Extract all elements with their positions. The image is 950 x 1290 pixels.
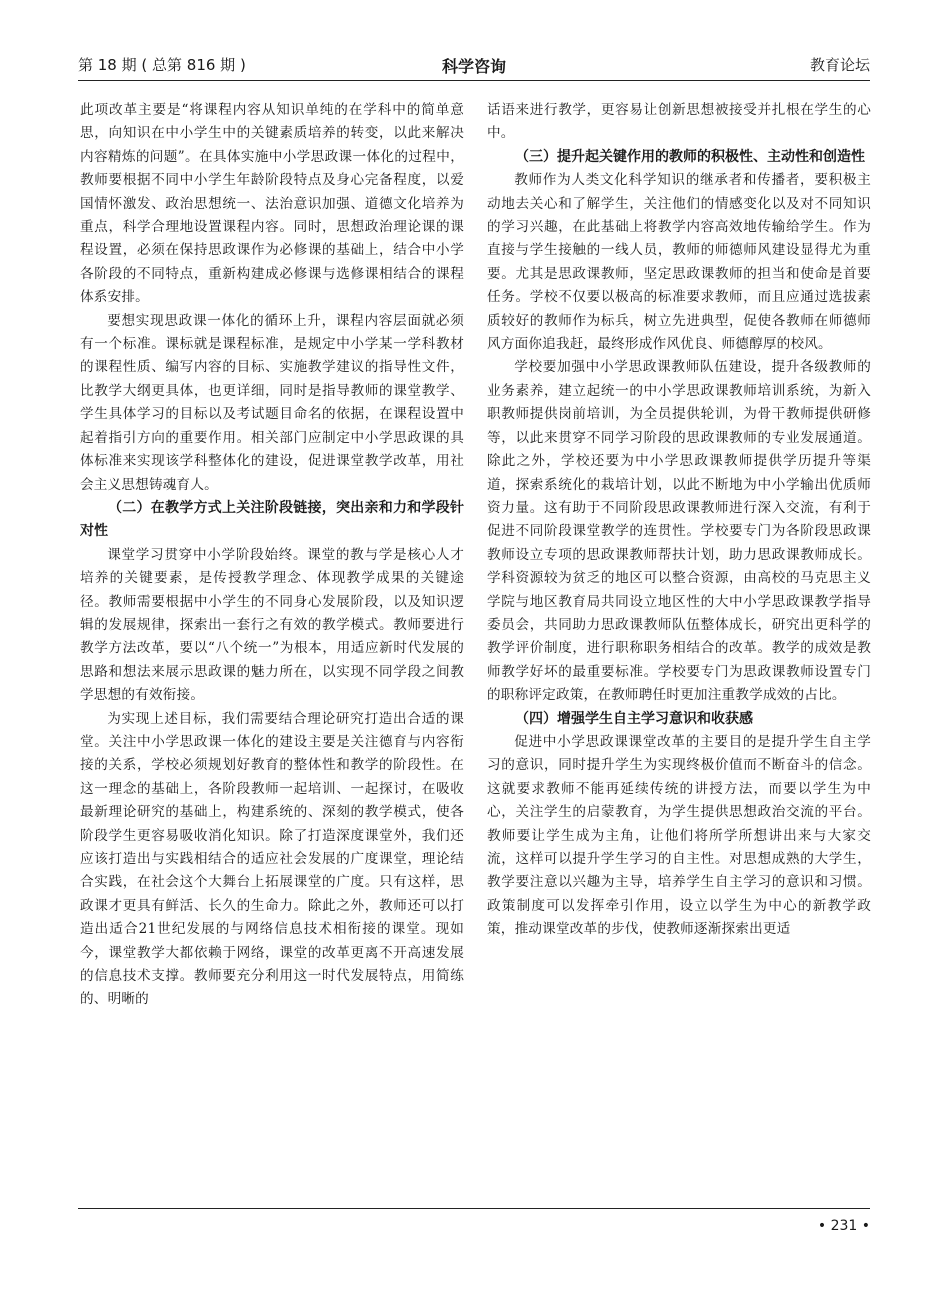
paragraph: 学校要加强中小学思政课教师队伍建设，提升各级教师的业务素养，建立起统一的中小学思政课教师培训系统，为新入职教师提供岗前培训，为全员提供轮训，为骨干教师提供研修等，以此来贯穿不同学习阶段的思政课教师的专业发展通道。除此之外，学校还要为中小学思政课教师提供学历提升等渠道，探索系统化的栽培计划，以此不断地为中小学输出优质师资力量。这有助于不同阶段思政课教师进行深入交流，有利于促进不同阶段课堂教学的连贯性。学校要专门为各阶段思政课教师设立专项的思政课教师帮扶计划，助力思政课教师成长。学科资源较为贫乏的地区可以整合资源，由高校的马克思主义学院与地区教育局共同设立地区性的大中小学思政课教学指导委员会，共同助力思政课教师队伍整体成长，研究出更科学的教学评价制度，进行职称职务相结合的改革。教学的成效是教师教学好坏的最重要标准。学校要专门为思政课教师设置专门的职称评定政策，在教师聘任时更加注重教学成效的占比。: [487, 359, 871, 704]
paragraph: 促进中小学思政课课堂改革的主要目的是提升学生自主学习的意识，同时提升学生为实现终极价值而不断奋斗的信念。这就要求教师不能再延续传统的讲授方法，而要以学生为中心，关注学生的启蒙教育，为学生提供思想政治交流的平台。教师要让学生成为主角，让他们将所学所想讲出来与大家交流，这样可以提升学生学习的自主性。对思想成熟的大学生，教学要注意以兴趣为主导，培养学生自主学习的意识和习惯。政策制度可以发挥牵引作用，设立以学生为中心的新教学政策，推动课堂改革的步伐，使教师逐渐探索出更适: [487, 733, 871, 938]
issue-label: 第 18 期 ( 总第 816 期 ): [78, 56, 246, 74]
paragraph: 此项改革主要是“将课程内容从知识单纯的在学科中的简单意思，向知识在中小学生中的关键素质培养的转变，以此来解决内容精炼的问题”。在具体实施中小学思政课一体化的过程中，教师要根据不同中小学生年龄阶段特点及身心完备程度，以爱国情怀激发、政治思想统一、法治意识加强、道德文化培养为重点，科学合理地设置课程内容。同时，思想政治理论课的课程设置，必须在保持思政课作为必修课的基础上，结合中小学各阶段的不同特点，重新构建成必修课与选修课相结合的课程体系安排。: [80, 102, 464, 306]
paragraph: 教师作为人类文化科学知识的继承者和传播者，要积极主动地去关心和了解学生，关注他们的情感变化以及对不同知识的学习兴趣，在此基础上将教学内容高效地传输给学生。作为直接与学生接触的一线人员，教师的师德师风建设显得尤为重要。尤其是思政课教师，坚定思政课教师的担当和使命是首要任务。学校不仅要以极高的标准要求教师，而且应通过选拔素质较好的教师作为标兵，树立先进典型，促使各教师在师德师风方面你追我赶，最终形成作风优良、师德醇厚的校风。: [487, 172, 871, 353]
footer-rule: [78, 1208, 870, 1209]
left-column: [80, 99, 464, 1012]
paragraph: 课堂学习贯穿中小学阶段始终。课堂的教与学是核心人才培养的关键要素，是传授教学理念、体现教学成果的关键途径。教师需要根据中小学生的不同身心发展阶段，以及知识逻辑的发展规律，探索出一套行之有效的教学模式。教师要进行教学方法改革，要以“八个统一”为根本，用适应新时代发展的思路和想法来展示思政课的魅力所在，以实现不同学段之间教学思想的有效衔接。: [80, 546, 464, 704]
paragraph: 为实现上述目标，我们需要结合理论研究打造出合适的课堂。关注中小学思政课一体化的建设主要是关注德育与内容衔接的关系，学校必须规划好教育的整体性和教学的阶段性。在这一理念的基础上，各阶段教师一起培训、一起探讨，在吸收最新理论研究的基础上，构建系统的、深刻的教学模式，使各阶段学生更容易吸收消化知识。除了打造深度课堂外，我们还应该打造出与实践相结合的适应社会发展的广度课堂，理论结合实践，在社会这个大舞台上拓展课堂的广度。只有这样，思政课才更具有鲜活、长久的生命力。除此之外，教师还可以打造出适合21世纪发展的与网络信息技术相衔接的课堂。现如今，课堂教学大都依赖于网络，课堂的改革更离不开高速发展的信息技术支撑。教师要充分利用这一时代发展特点，用简练的、明晰的: [80, 710, 464, 1008]
section-heading: （三）提升起关键作用的教师的积极性、主动性和创造性: [515, 148, 865, 165]
section-heading: （二）在教学方式上关注阶段链接，突出亲和力和学段针对性: [80, 499, 464, 540]
section-label: 教育论坛: [809, 56, 870, 74]
paragraph: 话语来进行教学，更容易让创新思想被接受并扎根在学生的心中。: [487, 102, 871, 142]
header-rule: [78, 80, 870, 81]
running-header: [78, 50, 870, 80]
right-column: [487, 99, 871, 942]
section-heading: （四）增强学生自主学习意识和收获感: [515, 710, 753, 727]
paragraph: 要想实现思政课一体化的循环上升，课程内容层面就必须有一个标准。课标就是课程标准，是规定中小学某一学科教材的课程性质、编写内容的目标、实施教学建议的指导性文件，比教学大纲更具体，也更详细，同时是指导教师的课堂教学、学生具体学习的目标以及考试题目命名的依据，在课程设置中起着指引方向的重要作用。相关部门应制定中小学思政课的具体标准来实现该学科整体化的建设，促进课堂教学改革，用社会主义思想铸魂育人。: [80, 312, 464, 493]
journal-title: 科学咨询: [441, 57, 506, 76]
page-number: • 231 •: [817, 1218, 870, 1234]
